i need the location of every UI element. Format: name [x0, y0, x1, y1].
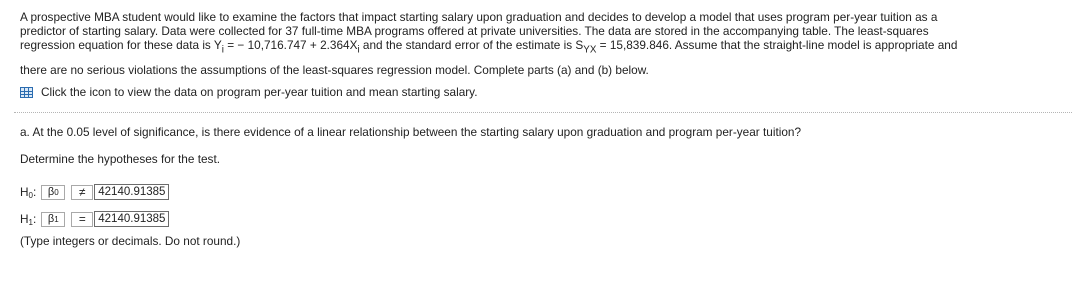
data-link-text: Click the icon to view the data on program per-year tuition and mean starting salary.: [41, 85, 478, 99]
h0-value-input[interactable]: 42140.91385: [94, 184, 169, 200]
table-icon[interactable]: [20, 87, 33, 98]
problem-line-2: predictor of starting salary. Data were collected for 37 full-time MBA programs offered at private universities. The data are stored in the accompanying table. The least-squares: [20, 24, 929, 38]
h0-parameter-dropdown[interactable]: β 0: [41, 185, 65, 200]
h1-value-input[interactable]: 42140.91385: [94, 211, 169, 227]
h1-parameter-dropdown[interactable]: β 1: [41, 212, 65, 227]
hypotheses-instruction: Determine the hypotheses for the test.: [20, 152, 220, 166]
problem-line-1: A prospective MBA student would like to examine the factors that impact starting salary upon graduation and decides to develop a model that uses program per-year tuition as a: [20, 10, 938, 24]
h1-operator-dropdown[interactable]: =: [71, 212, 93, 227]
h1-label: $H_1$:: [20, 211, 37, 227]
problem-statement: [20, 10, 1070, 77]
h0-label: $H_0$:: [20, 184, 37, 200]
part-a-question: a. At the 0.05 level of significance, is there evidence of a linear relationship between the starting salary upon graduation and program per-year tuition?: [20, 125, 802, 139]
problem-line-4: there are no serious violations the assumptions of the least-squares regression model. Complete parts (a) and (b) below.: [20, 63, 649, 78]
section-divider: [14, 112, 1072, 113]
h0-operator-dropdown[interactable]: ≠: [71, 185, 93, 200]
answer-format-note: (Type integers or decimals. Do not round.): [20, 234, 241, 248]
null-hypothesis-row: [20, 184, 169, 200]
alternative-hypothesis-row: [20, 211, 169, 227]
problem-line-3: regression equation for these data is $Y_i$ = − $10,716.747 + 2.364X_i$ and the standard error of the estimate is $S_{YX} = 15,839.846$. Assume that the straight-line model is appropriate and: [20, 38, 958, 56]
data-table-link[interactable]: [20, 85, 478, 99]
